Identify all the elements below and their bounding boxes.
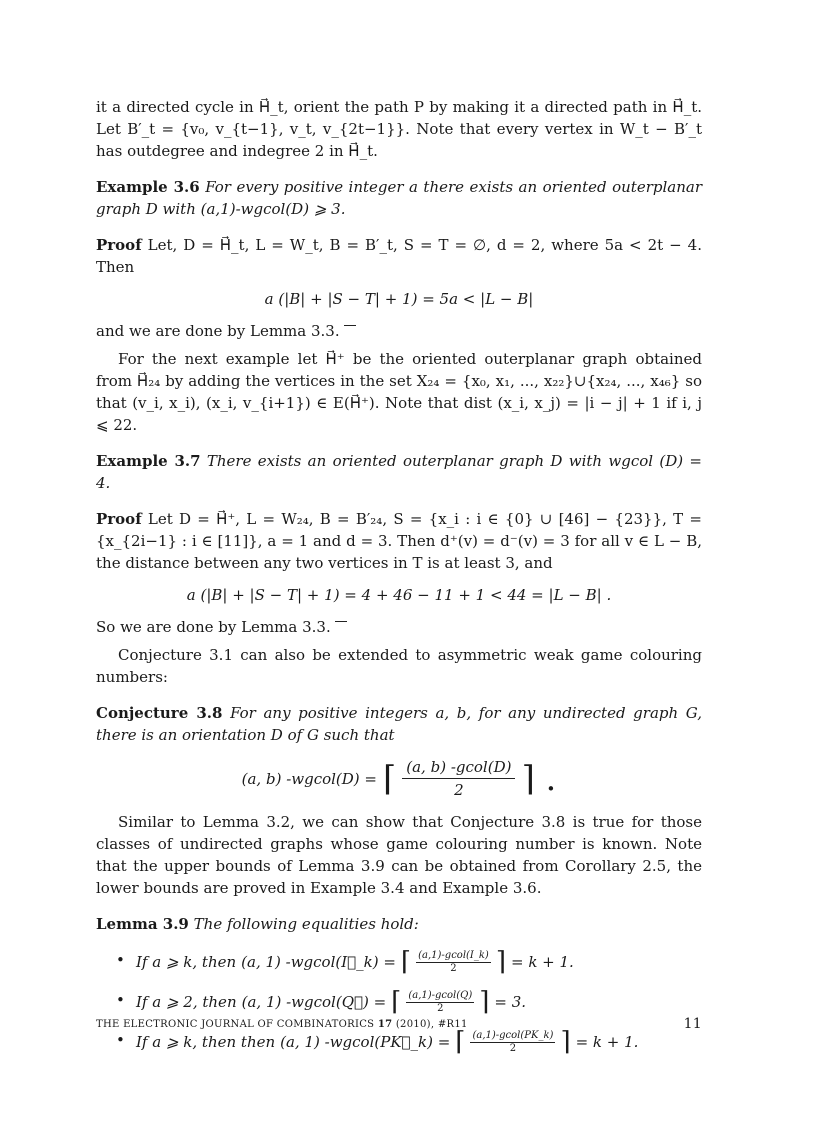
item-numerator: (a,1)-gcol(Q) — [408, 989, 473, 1001]
item-rhs: = k + 1. — [510, 953, 574, 971]
item-denominator: 2 — [437, 1002, 444, 1014]
proof-1 — [96, 234, 702, 278]
proof-1-label: Proof — [96, 236, 142, 254]
next-example-paragraph: For the next example let H⃗⁺ be the oriented outerplanar graph obtained from H⃗₂₄ by adding the vertices in the set X₂₄ = {x₀, x₁, ..., x₂₂}∪{x₂₄, ..., x₄₆} so that (v_i, x_i), (x_i, v_{i+1}) ∈ E(H⃗⁺). Note that dist (x_i, x_j) = |i − j| + 1 if i, j ⩽ 22. — [96, 350, 702, 434]
proof-1-text: Let, D = H⃗_t, L = W_t, B = B′_t, S = T = ∅, d = 2, where 5a < 2t − 4. Then — [96, 236, 702, 276]
ceil-right: ⌉ . — [521, 758, 557, 799]
ceil-left: ⌈ — [391, 987, 402, 1017]
example-3-7-label: Example 3.7 — [96, 452, 201, 470]
ceil-left: ⌈ — [455, 1027, 466, 1057]
item-fraction — [406, 990, 474, 1015]
item-numerator: (a,1)-gcol(I_k) — [418, 949, 489, 961]
equation-1: a (|B| + |S − T| + 1) = 5a < |L − B| — [264, 290, 534, 308]
example-3-6-text: For every positive integer a there exists an oriented outerplanar graph D with (a,1)-wgcol(D) ⩾ 3. — [96, 178, 702, 218]
item-denominator: 2 — [509, 1042, 517, 1054]
item-fraction — [416, 950, 491, 975]
example-3-6 — [96, 176, 702, 220]
item-fraction — [470, 1030, 555, 1055]
conjecture-intro: Conjecture 3.1 can also be extended to asymmetric weak game colouring numbers: — [96, 646, 702, 686]
item-condition: If a ⩾ k, then — [136, 953, 237, 971]
item-lhs: (a, 1) -wgcol(I⃗_k) = — [241, 953, 396, 971]
ceil-left: ⌈ — [383, 758, 397, 799]
proof-2-label: Proof — [96, 510, 142, 528]
intro-paragraph: it a directed cycle in H⃗_t, orient the path P by making it a directed path in H⃗_t. Let B′_t = {v₀, v_{t−1}, v_t, v_{2t−1}}. Note that every vertex in W_t − B′_t has outdegree and indegree 2 in H⃗_t. — [96, 98, 702, 160]
after-equation-2 — [96, 616, 702, 638]
page-number: 11 — [683, 1016, 702, 1032]
after-equation-2-text: So we are done by Lemma 3.3. — [96, 618, 331, 636]
page-footer — [96, 1016, 702, 1032]
proof-2-text: Let D = H⃗⁺, L = W₂₄, B = B′₂₄, S = {x_i : i ∈ {0} ∪ [46] − {23}}, T = {x_{2i−1} : i ∈ [11]}, a = 1 and d = 3. Then d⁺(v) = d⁻(v) = 3 for all v ∈ L − B, the distance between any two vertices in T is at least 3, and — [96, 510, 702, 572]
lemma-3-9-text: The following equalities hold: — [193, 915, 419, 933]
item-rhs: = k + 1. — [575, 1033, 639, 1051]
list-item — [96, 989, 702, 1015]
item-condition: If a ⩾ k, then then — [136, 1033, 276, 1051]
example-3-7 — [96, 450, 702, 494]
item-lhs: (a, 1) -wgcol(PK⃗_k) = — [280, 1033, 451, 1051]
similar-paragraph: Similar to Lemma 3.2, we can show that Conjecture 3.8 is true for those classes of undirected graphs whose game colouring number is known. Note that the upper bounds of Lemma 3.9 can be obtained from Corollary 2.5, the lower bounds are proved in Example 3.4 and Example 3.6. — [96, 813, 702, 897]
qed-symbol — [344, 325, 356, 326]
list-item — [96, 949, 702, 975]
equation-2: a (|B| + |S − T| + 1) = 4 + 46 − 11 + 1 < 44 = |L − B| . — [186, 586, 612, 604]
after-equation-1-text: and we are done by Lemma 3.3. — [96, 322, 340, 340]
footer-journal: THE ELECTRONIC JOURNAL OF COMBINATORICS — [96, 1019, 375, 1030]
qed-symbol — [335, 621, 347, 622]
conjecture-3-8-label: Conjecture 3.8 — [96, 704, 223, 722]
example-3-6-label: Example 3.6 — [96, 178, 200, 196]
item-condition: If a ⩾ 2, then — [136, 993, 237, 1011]
proof-2 — [96, 508, 702, 574]
conjecture-3-8 — [96, 702, 702, 746]
lemma-item-list — [96, 949, 702, 1055]
equation-3 — [96, 756, 702, 801]
ceil-right: ⌉ — [495, 947, 506, 977]
equation-3-denominator: 2 — [454, 781, 464, 799]
after-equation-1 — [96, 320, 702, 342]
bullet-icon: • — [116, 991, 125, 1009]
item-numerator: (a,1)-gcol(PK_k) — [472, 1029, 554, 1041]
item-lhs: (a, 1) -wgcol(Q⃗) = — [241, 993, 387, 1011]
item-rhs: = 3. — [494, 993, 527, 1011]
conjecture-3-8-text: For any positive integers a, b, for any undirected graph G, there is an orientation D of G such that — [96, 704, 702, 744]
ceil-left: ⌈ — [400, 947, 412, 977]
ceil-right: ⌉ — [560, 1027, 571, 1057]
ceil-right: ⌉ — [479, 987, 490, 1017]
footer-volume: 17 — [377, 1019, 393, 1030]
footer-year-ref: (2010), #R11 — [395, 1019, 468, 1030]
lemma-3-9 — [96, 913, 702, 935]
equation-3-fraction — [402, 756, 515, 801]
page-body — [96, 96, 702, 1055]
bullet-icon: • — [116, 951, 125, 969]
list-item — [96, 1029, 702, 1055]
equation-3-numerator: (a, b) -gcol(D) — [402, 756, 515, 779]
item-denominator: 2 — [450, 962, 457, 974]
equation-3-lhs: (a, b) -wgcol(D) = — [241, 769, 377, 788]
bullet-icon: • — [116, 1031, 125, 1049]
lemma-3-9-label: Lemma 3.9 — [96, 915, 189, 933]
example-3-7-text: There exists an oriented outerplanar graph D with wgcol (D) = 4. — [96, 452, 703, 492]
